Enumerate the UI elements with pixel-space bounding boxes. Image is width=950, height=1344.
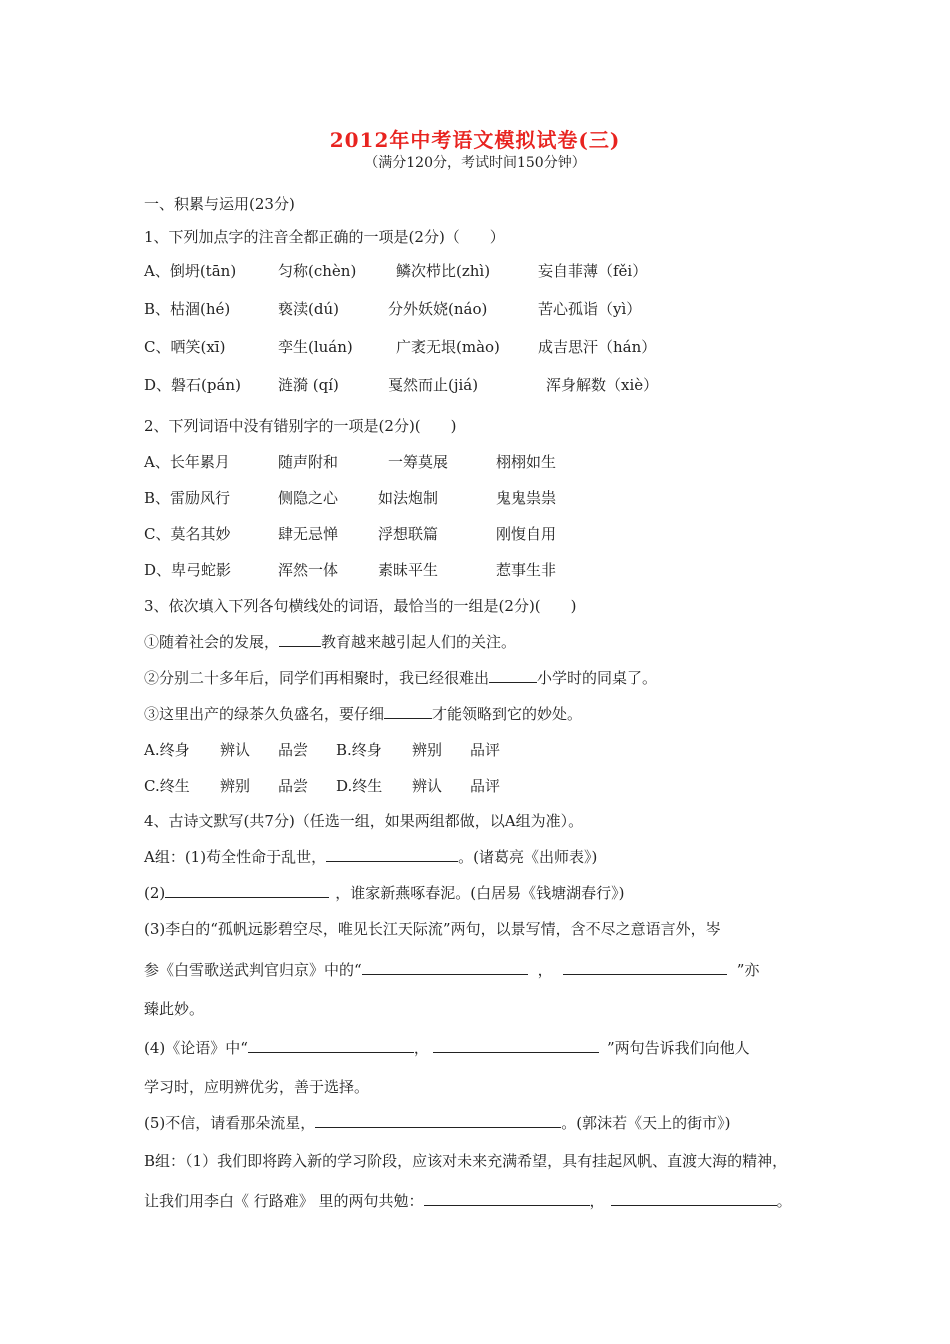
q1-c-3: 广袤无垠(mào) <box>396 338 500 356</box>
q1-b-1: B、枯涸(hé) <box>144 300 231 318</box>
q4-a1-after: 。(诸葛亮《出师表》) <box>458 848 598 866</box>
q3-options-cd[interactable] <box>144 775 744 797</box>
q3-cd-6: 品评 <box>470 777 501 795</box>
q1-b-3: 分外妖娆(náo) <box>388 300 488 318</box>
q4-a3-blank-1[interactable] <box>362 960 528 975</box>
q2-a-4: 栩栩如生 <box>496 453 557 471</box>
q4-a1-blank[interactable] <box>326 847 458 862</box>
q2-a-3: 一筹莫展 <box>388 453 449 471</box>
q3-s2-after: 小学时的同桌了。 <box>537 669 658 687</box>
q3-sentence-3 <box>144 703 582 724</box>
q1-option-d[interactable] <box>144 374 824 396</box>
q1-a-4: 妄自菲薄（fěi） <box>538 262 648 280</box>
q3-sentence-1 <box>144 631 516 652</box>
q4-a3-line2 <box>144 959 759 980</box>
q2-d-3: 素昧平生 <box>378 561 439 579</box>
q2-option-a[interactable] <box>144 451 824 473</box>
q2-c-1: C、莫名其妙 <box>144 525 231 543</box>
q2-a-2: 随声附和 <box>278 453 339 471</box>
q4-a3-after: ”亦 <box>736 961 760 979</box>
q1-stem: 1、下列加点字的注音全都正确的一项是(2分)（ ） <box>144 228 505 246</box>
q4-a4-blank-2[interactable] <box>433 1038 599 1053</box>
q4-a5-blank[interactable] <box>315 1113 561 1128</box>
q1-a-1: A、倒坍(tān) <box>144 262 237 280</box>
q2-d-2: 浑然一体 <box>278 561 339 579</box>
q3-options-ab[interactable] <box>144 739 744 761</box>
q1-option-b[interactable] <box>144 298 824 320</box>
q3-cd-4: D.终生 <box>336 777 383 795</box>
q4-a2-blank[interactable] <box>165 883 329 898</box>
q4-a4-comma: ， <box>413 1039 429 1057</box>
q4-a2-after: ，谁家新燕啄春泥。(白居易《钱塘湖春行》) <box>335 884 625 902</box>
q3-ab-5: 辨别 <box>412 741 443 759</box>
q4-a4-blank-1[interactable] <box>248 1038 414 1053</box>
q4-a5 <box>144 1112 730 1133</box>
q4-a5-before: (5)不信，请看那朵流星， <box>144 1114 316 1132</box>
q3-cd-1: C.终生 <box>144 777 190 795</box>
q3-cd-3: 品尝 <box>278 777 309 795</box>
q1-c-2: 孪生(luán) <box>278 338 353 356</box>
q3-s1-before: ①随着社会的发展， <box>144 633 280 651</box>
q4-b1-line2 <box>144 1190 792 1211</box>
section-heading: 一、积累与运用(23分) <box>144 195 295 213</box>
q2-c-3: 浮想联篇 <box>378 525 439 543</box>
q3-s2-before: ②分别二十多年后，同学们再相聚时，我已经很难出 <box>144 669 490 687</box>
q2-option-c[interactable] <box>144 523 824 545</box>
q3-blank-3[interactable] <box>384 704 432 719</box>
q4-a4-after: ”两句告诉我们向他人 <box>606 1039 750 1057</box>
q1-a-3: 鳞次栉比(zhì) <box>396 262 491 280</box>
q2-stem: 2、下列词语中没有错别字的一项是(2分)( ) <box>144 417 457 435</box>
q3-blank-1[interactable] <box>279 632 321 647</box>
q2-option-d[interactable] <box>144 559 824 581</box>
q3-stem: 3、依次填入下列各句横线处的词语，最恰当的一组是(2分)( ) <box>144 597 577 615</box>
q3-blank-2[interactable] <box>489 668 537 683</box>
q2-b-1: B、雷励风行 <box>144 489 231 507</box>
q4-a1-before: A组：(1)苟全性命于乱世， <box>144 848 327 866</box>
q1-a-2: 匀称(chèn) <box>278 262 357 280</box>
q3-ab-4: B.终身 <box>336 741 382 759</box>
q3-s3-before: ③这里出产的绿茶久负盛名，要仔细 <box>144 705 385 723</box>
q2-a-1: A、长年累月 <box>144 453 230 471</box>
q3-ab-1: A.终身 <box>144 741 190 759</box>
q1-option-a[interactable] <box>144 260 824 282</box>
q4-a3: (3)李白的“孤帆远影碧空尽，唯见长江天际流”两句，以景写情，含不尽之意语言外，岑 <box>144 920 721 938</box>
q1-option-c[interactable] <box>144 336 824 358</box>
q4-b1-before: 让我们用李白《 行路难》 里的两句共勉： <box>144 1192 424 1210</box>
q4-b1-blank-1[interactable] <box>424 1191 590 1206</box>
q1-b-2: 亵渎(dú) <box>278 300 339 318</box>
q3-ab-6: 品评 <box>470 741 501 759</box>
q2-c-4: 刚愎自用 <box>496 525 557 543</box>
q2-d-4: 惹事生非 <box>496 561 557 579</box>
q3-ab-3: 品尝 <box>278 741 309 759</box>
q4-a3-line3: 臻此妙。 <box>144 1000 205 1018</box>
q4-a4-line2: 学习时，应明辨优劣，善于选择。 <box>144 1078 370 1096</box>
q4-a4 <box>144 1037 750 1058</box>
q3-cd-5: 辨认 <box>412 777 443 795</box>
q4-b1: B组：（1）我们即将跨入新的学习阶段，应该对未来充满希望，具有挂起风帆、直渡大海的精神， <box>144 1152 788 1170</box>
q2-b-4: 鬼鬼祟祟 <box>496 489 557 507</box>
q3-ab-2: 辨认 <box>220 741 251 759</box>
q4-a3-comma: ， <box>537 961 553 979</box>
q1-d-1: D、磐石(pán) <box>144 376 241 394</box>
q4-b1-comma: ， <box>589 1192 605 1210</box>
q4-stem: 4、古诗文默写(共7分)（任选一组，如果两组都做，以A组为准）。 <box>144 812 584 830</box>
page-title: 2012年中考语文模拟试卷(三) <box>329 128 621 152</box>
q3-sentence-2 <box>144 667 657 688</box>
q4-b1-blank-2[interactable] <box>611 1191 777 1206</box>
q1-d-2: 涟漪 (qí) <box>278 376 339 394</box>
q2-c-2: 肆无忌惮 <box>278 525 339 543</box>
q1-b-4: 苦心孤诣（yì） <box>538 300 642 318</box>
q1-c-4: 成吉思汗（hán） <box>538 338 657 356</box>
q2-b-2: 侧隐之心 <box>278 489 339 507</box>
q4-a2-before: (2) <box>144 884 166 902</box>
q1-d-3: 戛然而止(jiá) <box>388 376 479 394</box>
q3-s1-after: 教育越来越引起人们的关注。 <box>321 633 517 651</box>
exam-subtitle: （满分120分，考试时间150分钟） <box>364 155 586 171</box>
q4-a1 <box>144 846 597 867</box>
q1-c-1: C、哂笑(xī) <box>144 338 226 356</box>
q4-a5-after: 。(郭沫若《天上的街市》) <box>561 1114 731 1132</box>
q2-b-3: 如法炮制 <box>378 489 439 507</box>
q4-a2 <box>144 882 624 903</box>
q2-d-1: D、卑弓蛇影 <box>144 561 232 579</box>
q4-a3-before: 参《白雪歌送武判官归京》中的“ <box>144 961 362 979</box>
q1-d-4: 浑身解数（xiè） <box>546 376 659 394</box>
q4-b1-end: 。 <box>776 1192 792 1210</box>
q2-option-b[interactable] <box>144 487 824 509</box>
q4-a3-blank-2[interactable] <box>563 960 727 975</box>
q4-a4-before: (4)《论语》中“ <box>144 1039 248 1057</box>
q3-s3-after: 才能领略到它的妙处。 <box>432 705 583 723</box>
q3-cd-2: 辨别 <box>220 777 251 795</box>
